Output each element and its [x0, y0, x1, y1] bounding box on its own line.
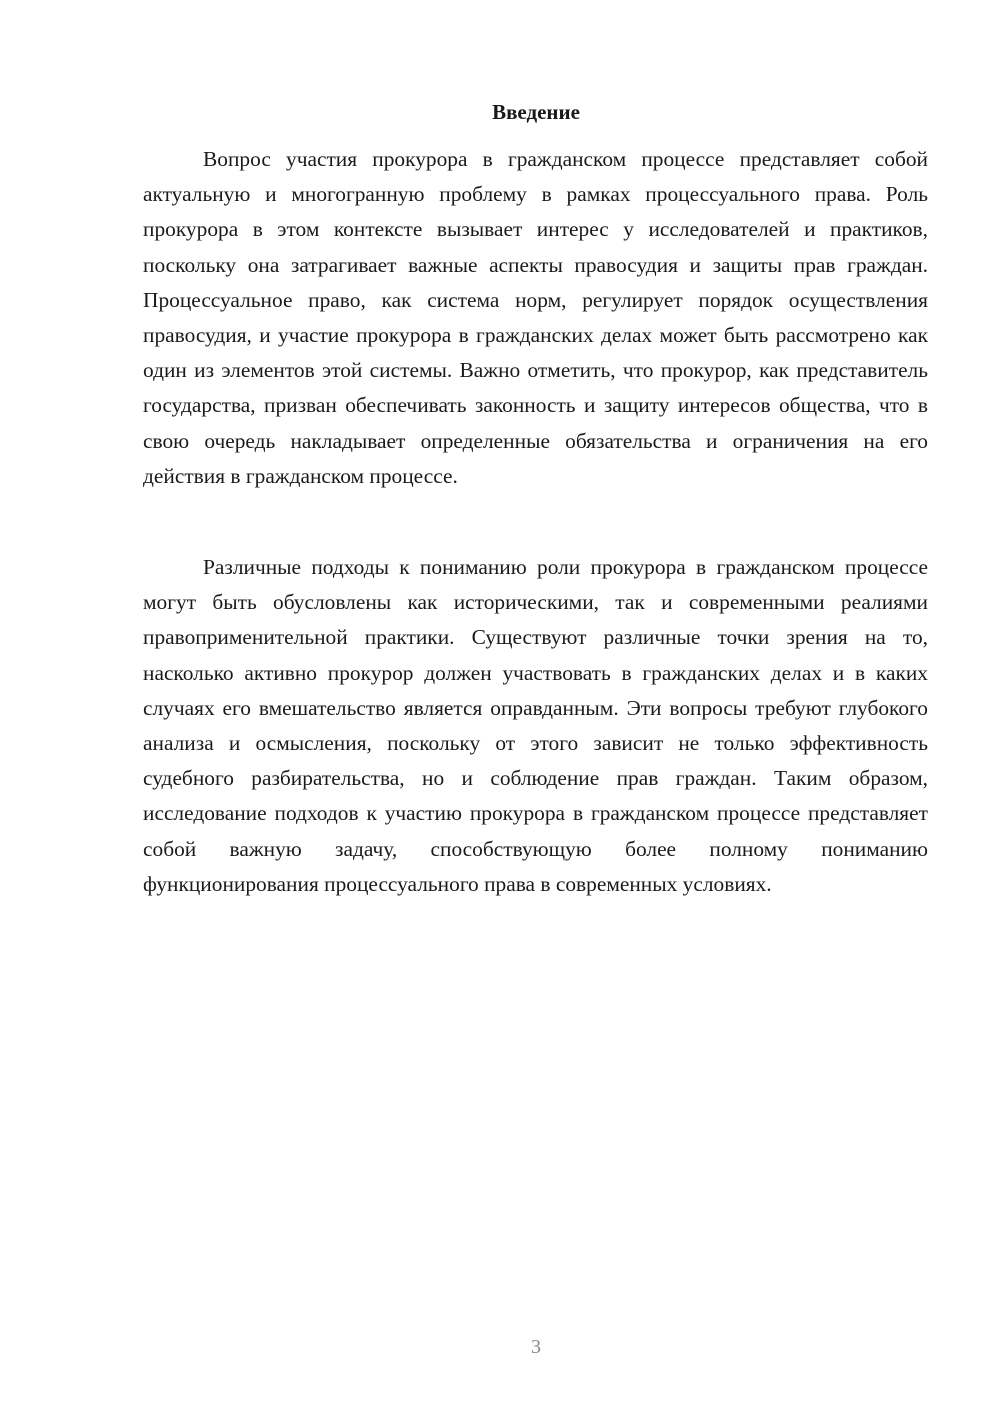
paragraph-2: Различные подходы к пониманию роли прокурора в гражданском процессе могут быть обусловлены как историческими, так и современными реалиями правоприменительной практики. Существуют различные точки зрения на то, насколько активно прокурор должен участвовать в гражданских делах и в каких случаях его вмешательство является оправданным. Эти вопросы требуют глубокого анализа и осмысления, поскольку от этого зависит не только эффективность судебного разбирательства, но и соблюдение прав граждан. Таким образом, исследование подходов к участию прокурора в гражданском процессе представляет собой важную задачу, способствующую более полному пониманию функционирования процессуального права в современных условиях.	[143, 555, 928, 896]
page-number: 3	[531, 1336, 541, 1358]
paragraph-1: Вопрос участия прокурора в гражданском процессе представляет собой актуальную и многогранную проблему в рамках процессуального права. Роль прокурора в этом контексте вызывает интерес у исследователей и практиков, поскольку она затрагивает важные аспекты правосудия и защиты прав граждан. Процессуальное право, как система норм, регулирует порядок осуществления правосудия, и участие прокурора в гражданских делах может быть рассмотрено как один из элементов этой системы. Важно отметить, что прокурор, как представитель государства, призван обеспечивать законность и защиту интересов общества, что в свою очередь накладывает определенные обязательства и ограничения на его действия в гражданском процессе.	[143, 147, 928, 488]
section-title: Введение	[492, 100, 580, 124]
